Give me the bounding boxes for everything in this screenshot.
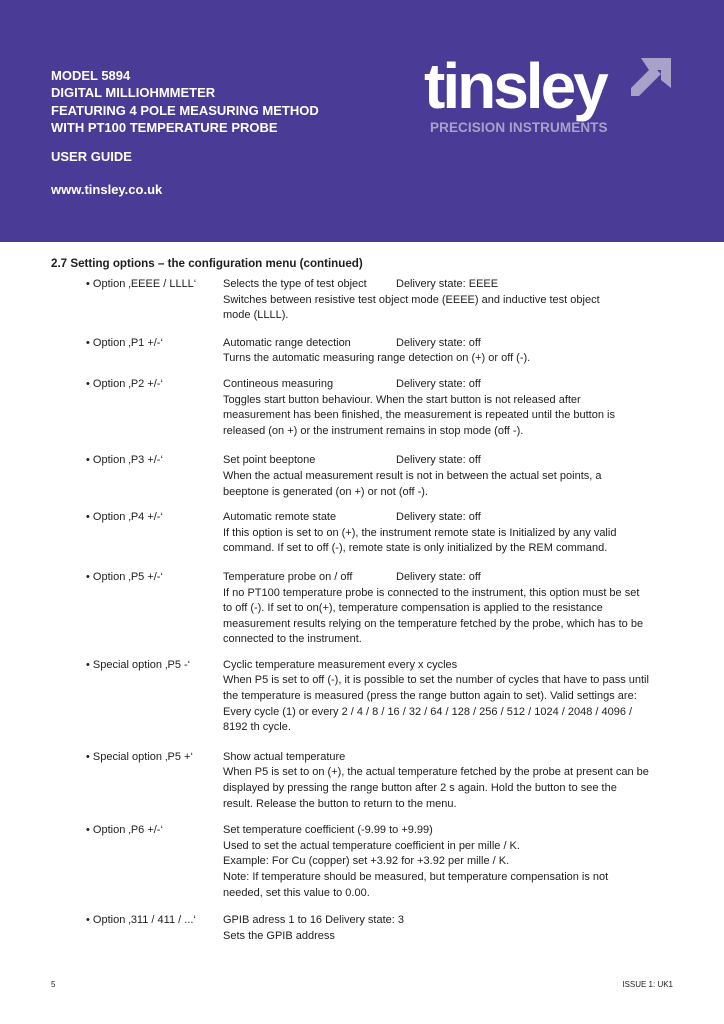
option-headline bbox=[223, 750, 673, 766]
option-label: • Option ‚P2 +/-‘ bbox=[86, 377, 163, 390]
option-title: Automatic range detection bbox=[223, 336, 351, 349]
option-item bbox=[0, 453, 724, 500]
option-title: Show actual temperature bbox=[223, 750, 346, 763]
option-body bbox=[223, 336, 673, 367]
option-description: When the actual measurement result is not in between the actual set points, a beeptone is generated (on +) or not (off -). bbox=[223, 469, 602, 498]
option-item bbox=[0, 377, 724, 439]
option-description: When P5 is set to off (-), it is possible to set the number of cycles that have to pass until the temperature is measured (press the range button again to set). Valid settings are: Every cycle (1) or every 2 / 4 / 8 / 16 / 32 / 64 / 128 / 256 / 512 / 1024 / 2048 / 4096 / 8192 th cycle. bbox=[223, 674, 649, 734]
delivery-state: Delivery state: off bbox=[396, 454, 481, 467]
option-title: GPIB adress 1 to 16 Delivery state: 3 bbox=[223, 914, 404, 927]
options-list bbox=[0, 277, 724, 944]
option-body bbox=[223, 750, 673, 812]
logo-tagline: PRECISION INSTRUMENTS bbox=[430, 120, 608, 135]
option-headline bbox=[223, 510, 673, 526]
option-headline bbox=[223, 336, 673, 352]
option-label: • Special option ‚P5 +‘ bbox=[86, 750, 193, 763]
option-description: Sets the GPIB address bbox=[223, 929, 335, 942]
delivery-state: Delivery state: off bbox=[396, 336, 481, 349]
option-item bbox=[0, 750, 724, 812]
option-body bbox=[223, 913, 673, 944]
option-headline bbox=[223, 277, 673, 293]
option-description: If this option is set to on (+), the instrument remote state is Initialized by any valid command. If set to off (-), remote state is only initialized by the REM command. bbox=[223, 526, 617, 555]
option-headline bbox=[223, 913, 673, 929]
section-heading: 2.7 Setting options – the configuration menu (continued) bbox=[51, 257, 363, 270]
option-item bbox=[0, 913, 724, 944]
option-body bbox=[223, 510, 673, 557]
option-headline bbox=[223, 658, 673, 674]
option-title: Contineous measuring bbox=[223, 377, 334, 390]
logo-wordmark: tinsley bbox=[424, 50, 606, 122]
delivery-state: Delivery state: off bbox=[396, 511, 481, 524]
option-label: • Option ‚311 / 411 / ...‘ bbox=[86, 914, 196, 927]
option-body bbox=[223, 377, 673, 439]
option-label: • Option ‚P4 +/-‘ bbox=[86, 511, 163, 524]
option-item bbox=[0, 658, 724, 736]
option-body bbox=[223, 277, 673, 324]
option-headline bbox=[223, 453, 673, 469]
tinsley-logo bbox=[424, 50, 674, 138]
option-title: Automatic remote state bbox=[223, 511, 337, 524]
option-label: • Option ‚P1 +/-‘ bbox=[86, 336, 163, 349]
header-banner bbox=[0, 0, 724, 242]
option-body bbox=[223, 453, 673, 500]
logo-arrow-icon bbox=[631, 58, 671, 96]
option-headline bbox=[223, 570, 673, 586]
option-headline bbox=[223, 377, 673, 393]
option-title: Cyclic temperature measurement every x cycles bbox=[223, 658, 458, 671]
option-description: Toggles start button behaviour. When the start button is not released after measurement has been finished, the measurement is repeated until the button is released (on +) or the instrument remains in stop mode (off -). bbox=[223, 393, 615, 437]
option-headline bbox=[223, 823, 673, 839]
option-item bbox=[0, 570, 724, 648]
option-description: Turns the automatic measuring range detection on (+) or off (-). bbox=[223, 352, 531, 365]
option-item bbox=[0, 336, 724, 367]
option-body bbox=[223, 570, 673, 648]
user-guide-label: USER GUIDE bbox=[51, 149, 132, 164]
option-label: • Option ‚EEEE / LLLL‘ bbox=[86, 278, 197, 290]
option-body bbox=[223, 658, 673, 736]
document-title: MODEL 5894 DIGITAL MILLIOHMMETER FEATURING 4 POLE MEASURING METHOD WITH PT100 TEMPERATURE PROBE bbox=[51, 68, 319, 135]
page-number: 5 bbox=[51, 980, 56, 989]
option-title: Temperature probe on / off bbox=[223, 570, 353, 583]
option-label: • Special option ‚P5 -‘ bbox=[86, 658, 191, 671]
option-title: Selects the type of test object bbox=[223, 278, 367, 290]
option-body bbox=[223, 823, 673, 901]
option-label: • Option ‚P3 +/-‘ bbox=[86, 454, 163, 467]
option-item bbox=[0, 823, 724, 901]
option-label: • Option ‚P5 +/-‘ bbox=[86, 570, 163, 583]
option-item bbox=[0, 277, 724, 324]
option-title: Set temperature coefficient (-9.99 to +9.99) bbox=[223, 824, 433, 837]
option-description: Switches between resistive test object mode (EEEE) and inductive test object mode (LLLL). bbox=[223, 293, 600, 322]
option-description: Used to set the actual temperature coefficient in per mille / K. Example: For Cu (copper) set +3.92 for +3.92 per mille / K. Note: If temperature should be measured, but temperature compensation is not needed, set this value to 0.00. bbox=[223, 839, 609, 899]
option-description: If no PT100 temperature probe is connected to the instrument, this option must be set to off (-). If set to on(+), temperature compensation is applied to the resistance measurement results relying on the temperature fetched by the probe, which has to be connected to the instrument. bbox=[223, 586, 644, 646]
delivery-state: Delivery state: EEEE bbox=[396, 278, 499, 290]
delivery-state: Delivery state: off bbox=[396, 570, 481, 583]
website-link[interactable]: www.tinsley.co.uk bbox=[51, 182, 163, 197]
option-item bbox=[0, 510, 724, 557]
issue-label: ISSUE 1: UK1 bbox=[622, 980, 673, 989]
option-title: Set point beeptone bbox=[223, 454, 316, 467]
delivery-state: Delivery state: off bbox=[396, 377, 481, 390]
option-label: • Option ‚P6 +/-‘ bbox=[86, 824, 163, 837]
option-description: When P5 is set to on (+), the actual temperature fetched by the probe at present can be displayed by pressing the range button after 2 s again. Hold the button to see the result. Release the button to return to the menu. bbox=[223, 766, 649, 810]
